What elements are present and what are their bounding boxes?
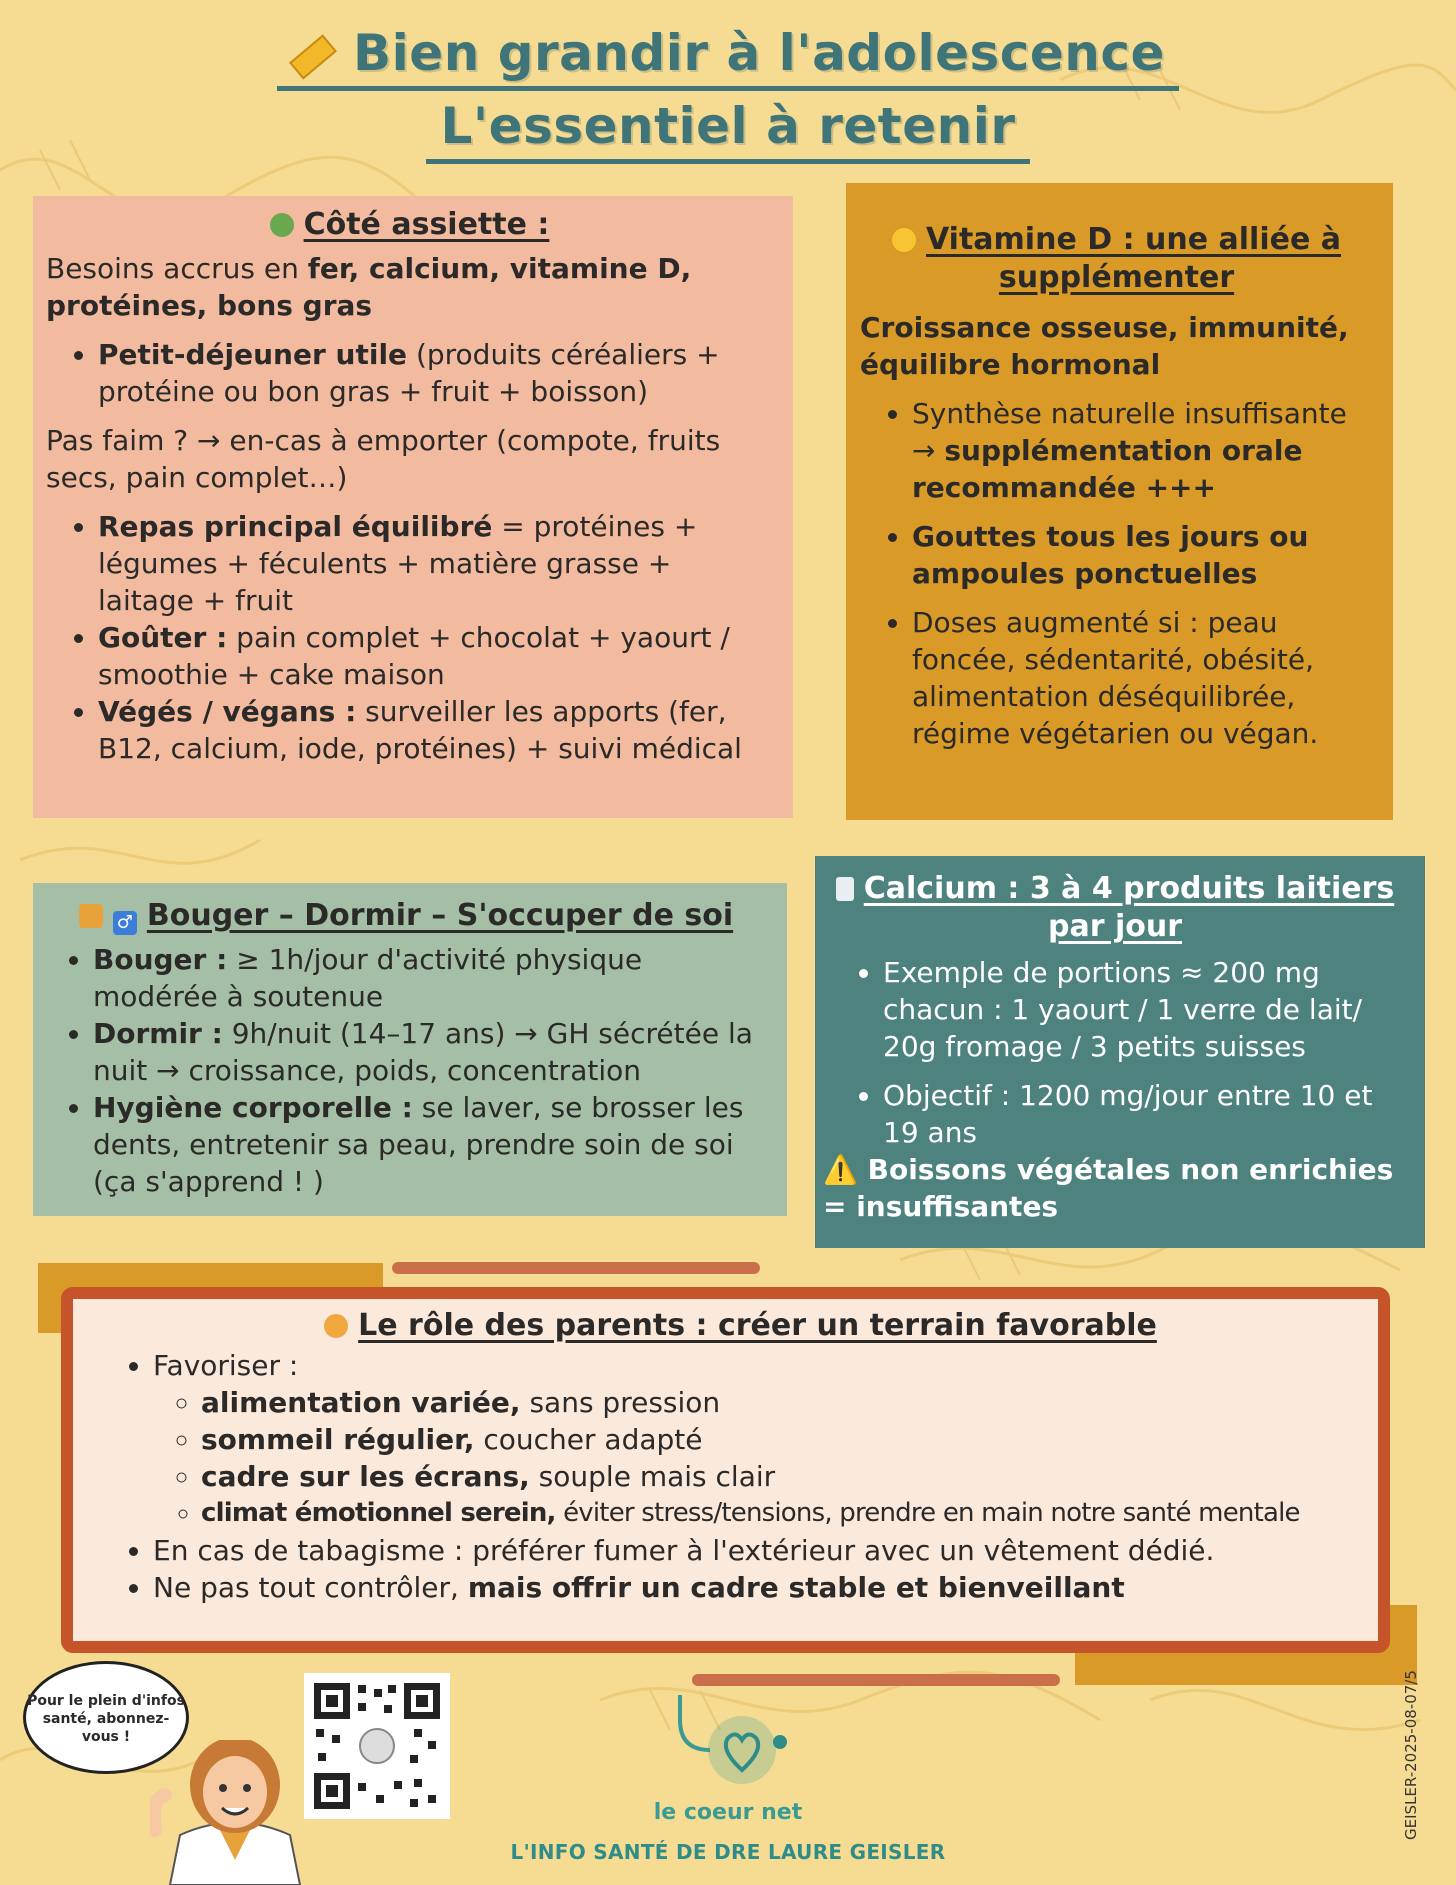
salad-icon <box>270 213 294 237</box>
parents-list <box>123 1347 1358 1606</box>
list-item: • Dormir : 9h/nuit (14–17 ans) → GH sécrétée la nuit → croissance, poids, concentration <box>93 1015 767 1089</box>
stethoscope-heart-logo <box>660 1680 800 1800</box>
list-item: ◦ alimentation variée, sans pression <box>201 1384 1358 1421</box>
assiette-list-1 <box>46 336 773 410</box>
title-text-1: Bien grandir à l'adolescence <box>353 24 1165 82</box>
vitamine-list <box>860 395 1373 752</box>
list-item: • Petit-déjeuner utile (produits céréaliers + protéine ou bon gras + fruit + boisson) <box>98 336 773 410</box>
runner-icon <box>79 904 103 928</box>
list-item: ◦ cadre sur les écrans, souple mais clair <box>201 1458 1358 1495</box>
warning-icon: ⚠️ <box>823 1153 858 1186</box>
title-line-2 <box>426 95 1029 164</box>
bouger-heading: ♂ Bouger – Dormir – S'occuper de soi <box>45 897 767 935</box>
subscribe-bubble: Pour le plein d'infos santé, abonnez-vous ! <box>23 1661 189 1774</box>
bouger-list <box>45 941 767 1200</box>
deco-bar <box>392 1262 760 1274</box>
list-item: • Végés / végans : surveiller les apports (fer, B12, calcium, iode, protéines) + suivi médical <box>98 693 773 767</box>
list-item: • Goûter : pain complet + chocolat + yaourt / smoothie + cake maison <box>98 619 773 693</box>
bouger-panel <box>33 883 787 1216</box>
list-item: ◦ climat émotionnel serein, éviter stress/tensions, prendre en main notre santé mentale <box>201 1495 1358 1532</box>
title-line-1 <box>277 22 1179 91</box>
list-item: • Ne pas tout contrôler, mais offrir un cadre stable et bienveillant <box>153 1569 1358 1606</box>
milk-glass-icon <box>836 877 854 901</box>
brand-tagline: L'INFO SANTÉ DE DRE LAURE GEISLER <box>510 1840 946 1864</box>
calcium-warning: ⚠️ Boissons végétales non enrichies = insuffisantes <box>823 1153 1394 1223</box>
parents-sublist <box>153 1384 1358 1532</box>
list-item: • Doses augmenté si : peau foncée, sédentarité, obésité, alimentation déséquilibrée, régime végétarien ou végan. <box>912 604 1373 752</box>
assiette-list-2 <box>46 508 773 767</box>
list-item: • Exemple de portions ≈ 200 mg chacun : 1 yaourt / 1 verre de lait/ 20g fromage / 3 petits suisses <box>883 954 1407 1065</box>
list-item: • Hygiène corporelle : se laver, se brosser les dents, entretenir sa peau, prendre soin de soi (ça s'apprend ! ) <box>93 1089 767 1200</box>
title-text-2: L'essentiel à retenir <box>440 97 1016 155</box>
list-item: • Synthèse naturelle insuffisante → supplémentation orale recommandée +++ <box>912 395 1373 506</box>
male-sign-icon: ♂ <box>113 911 137 935</box>
brand-name: le coeur net <box>653 1800 803 1825</box>
vitamine-heading: Vitamine D : une alliée à supplémenter <box>860 221 1373 297</box>
calcium-heading: Calcium : 3 à 4 produits laitiers par jour <box>823 870 1407 946</box>
ruler-icon <box>289 34 337 79</box>
assiette-note: Pas faim ? → en-cas à emporter (compote, fruits secs, pain complet…) <box>46 424 721 494</box>
list-item: ◦ sommeil régulier, coucher adapté <box>201 1421 1358 1458</box>
list-item: • Gouttes tous les jours ou ampoules ponctuelles <box>912 518 1373 592</box>
document-reference: GEISLER-2025-08-07/5 <box>1402 1670 1420 1840</box>
list-item: • En cas de tabagisme : préférer fumer à l'extérieur avec un vêtement dédié. <box>153 1532 1358 1569</box>
vitamine-subtitle: Croissance osseuse, immunité, équilibre hormonal <box>860 311 1349 381</box>
assiette-intro: Besoins accrus en fer, calcium, vitamine D, protéines, bons gras <box>46 252 692 322</box>
vitamine-panel <box>846 183 1393 820</box>
list-item: • Favoriser : ◦ alimentation variée, sans pression ◦ sommeil régulier, coucher adapté ◦ cadre sur les écrans, souple mais clair ◦ climat émotionnel serein, éviter stress/tensions, prendre en main notre santé mentale <box>153 1347 1358 1532</box>
parents-heading: Le rôle des parents : créer un terrain favorable <box>123 1307 1358 1345</box>
calcium-list <box>823 954 1407 1151</box>
parents-panel <box>61 1287 1390 1653</box>
list-item: • Repas principal équilibré = protéines + légumes + féculents + matière grasse + laitage + fruit <box>98 508 773 619</box>
assiette-heading: Côté assiette : <box>46 206 773 244</box>
calcium-panel <box>815 856 1425 1248</box>
list-item: • Bouger : ≥ 1h/jour d'activité physique modérée à soutenue <box>93 941 767 1015</box>
family-icon <box>324 1314 348 1338</box>
sun-icon <box>892 228 916 252</box>
qr-code[interactable] <box>304 1673 450 1819</box>
assiette-panel <box>33 196 793 818</box>
list-item: • Objectif : 1200 mg/jour entre 10 et 19 ans <box>883 1077 1407 1151</box>
page-title <box>0 22 1456 164</box>
